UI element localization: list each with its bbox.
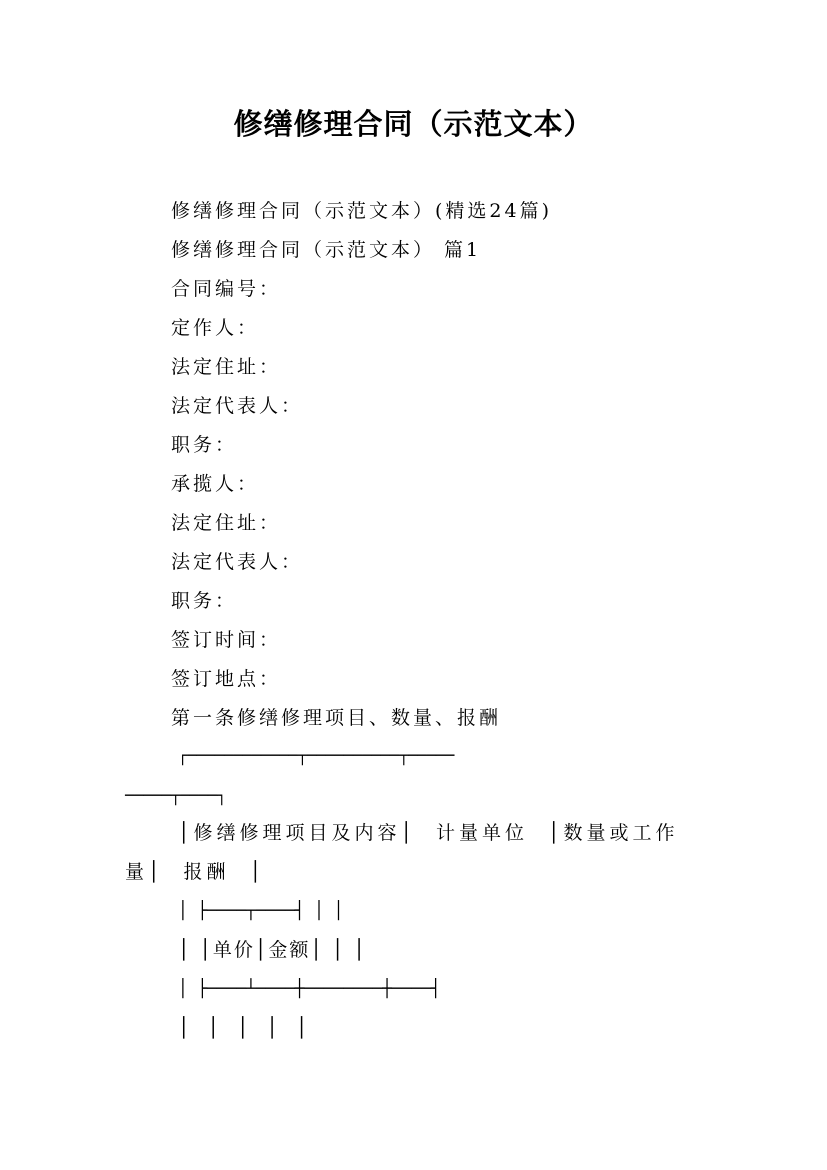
table-border-top-wrap: ─────┬────┐	[125, 786, 227, 806]
text-line: 签订时间：	[171, 629, 282, 651]
table-separator: │ ├────┬────┤ │ │	[178, 901, 344, 921]
table-header-row-wrap: 量│ 报酬 │	[125, 861, 266, 883]
text-line: 合同编号：	[171, 278, 282, 300]
document-title: 修缮修理合同（示范文本）	[233, 107, 594, 141]
text-line: 签订地点：	[171, 668, 282, 690]
table-separator: │ ├────┴────┼────────┼────┤	[178, 979, 441, 999]
table-header-row: │修缮修理项目及内容│ 计量单位 │数量或工作	[178, 822, 679, 844]
table-subheader-row: │ │单价│金额│ │ │	[178, 939, 367, 961]
table-border-top: ┌────────────┬──────────┬─────	[178, 746, 455, 766]
text-line: 法定住址：	[171, 512, 282, 534]
text-line: 承揽人：	[171, 473, 260, 495]
text-line: 职务：	[171, 590, 238, 612]
text-line: 定作人：	[171, 317, 260, 339]
text-line: 职务：	[171, 434, 238, 456]
text-line: 法定代表人：	[171, 551, 304, 573]
section-heading: 第一条修缮修理项目、数量、报酬	[171, 707, 502, 729]
text-line: 法定代表人：	[171, 395, 304, 417]
text-line: 修缮修理合同（示范文本）(精选24篇)	[171, 200, 553, 222]
table-row: │ │ │ │ │	[178, 1017, 314, 1039]
text-line: 修缮修理合同（示范文本） 篇1	[171, 239, 482, 261]
text-line: 法定住址：	[171, 356, 282, 378]
